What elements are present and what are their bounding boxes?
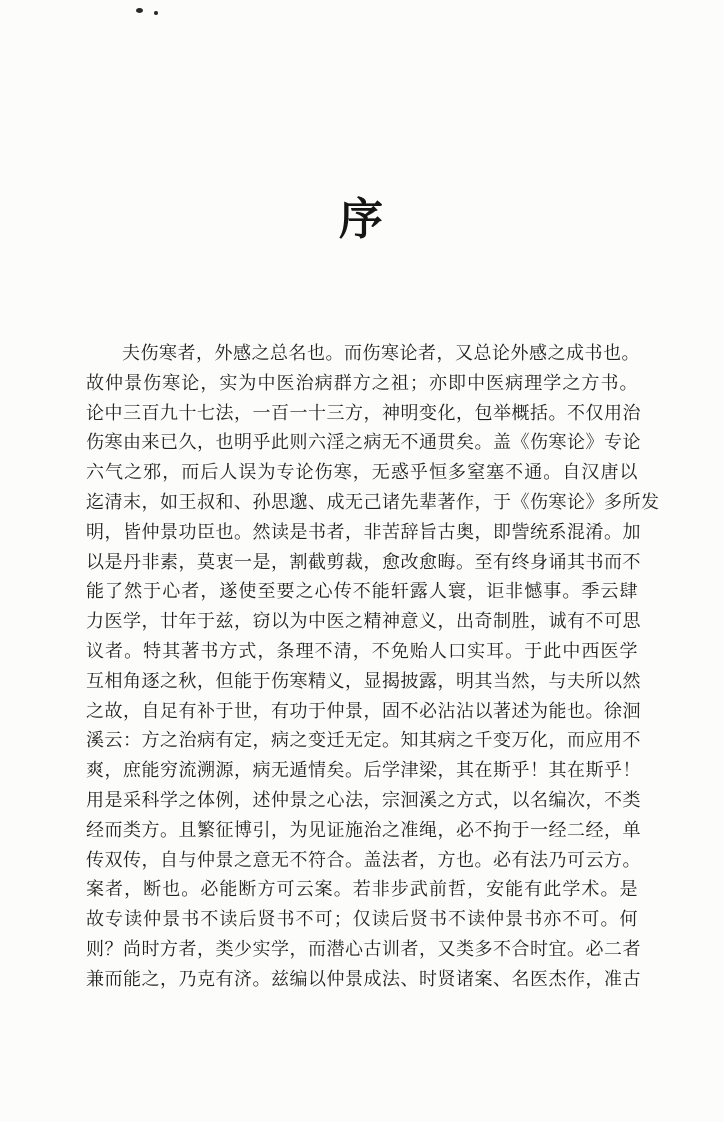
- text-line: 溪云：方之治病有定，病之变迁无定。知其病之千变万化，而应用不: [86, 730, 641, 751]
- text-line: 以是丹非素，莫衷一是，割截剪裁，愈改愈晦。至有终身诵其书而不: [86, 551, 641, 572]
- text-line: 传双传，自与仲景之意无不符合。盖法者，方也。必有法乃可云方。: [86, 849, 641, 870]
- text-line: 故仲景伤寒论，实为中医治病群方之祖；亦即中医病理学之方书。: [86, 372, 638, 393]
- text-line: 则？尚时方者，类少实学，而潜心古训者，又类多不合时宜。必二者: [86, 938, 641, 959]
- text-line: 兼而能之，乃克有济。兹编以仲景成法、时贤诸案、名医杰作，准古: [86, 968, 641, 989]
- text-line: 经而类方。且繁征博引，为见证施治之准绳，必不拘于一经二经，单: [86, 819, 641, 840]
- text-line: 之故，自足有补于世，有功于仲景，固不必沾沾以著述为能也。徐洄: [86, 700, 641, 721]
- text-line: 能了然于心者，遂使至要之心传不能轩露人寰，讵非憾事。季云肆: [86, 581, 638, 602]
- preface-title: 序: [339, 195, 385, 244]
- text-line: 故专读仲景书不读后贤书不可；仅读后贤书不读仲景书亦不可。何: [86, 909, 638, 930]
- text-line: 用是采科学之体例，述仲景之心法，宗洄溪之方式，以名编次，不类: [86, 789, 641, 810]
- scan-artifact: [154, 11, 158, 15]
- text-line: 明，皆仲景功臣也。然读是书者，非苦辞旨古奥，即訾统系混淆。加: [86, 521, 641, 542]
- text-line: 力医学，廿年于兹，窃以为中医之精神意义，出奇制胜，诚有不可思: [86, 611, 641, 632]
- text-line: 伤寒由来已久，也明乎此则六淫之病无不通贯矣。盖《伤寒论》专论: [86, 432, 641, 453]
- text-line: 案者，断也。必能断方可云案。若非步武前哲，安能有此学术。是: [86, 879, 638, 900]
- preface-body: [86, 339, 660, 995]
- scan-artifact: [136, 8, 143, 13]
- text-line: 六气之邪，而后人误为专论伤寒，无惑乎恒多窒塞不通。自汉唐以: [86, 462, 638, 483]
- text-line: 迄清末，如王叔和、孙思邈、成无己诸先辈著作，于《伤寒论》多所发: [86, 491, 660, 512]
- text-line: 议者。特其著书方式，条理不清，不免贻人口实耳。于此中西医学: [86, 640, 638, 661]
- text-line: 论中三百九十七法，一百一十三方，神明变化，包举概括。不仅用治: [86, 402, 641, 423]
- text-line: 爽，庶能穷流溯源，病无遁情矣。后学津梁，其在斯乎！其在斯乎！: [86, 760, 641, 781]
- text-line: 夫伤寒者，外感之总名也。而伤寒论者，又总论外感之成书也。: [122, 343, 640, 363]
- text-line: 互相角逐之秋，但能于伤寒精义，显揭披露，明其当然，与夫所以然: [86, 670, 641, 691]
